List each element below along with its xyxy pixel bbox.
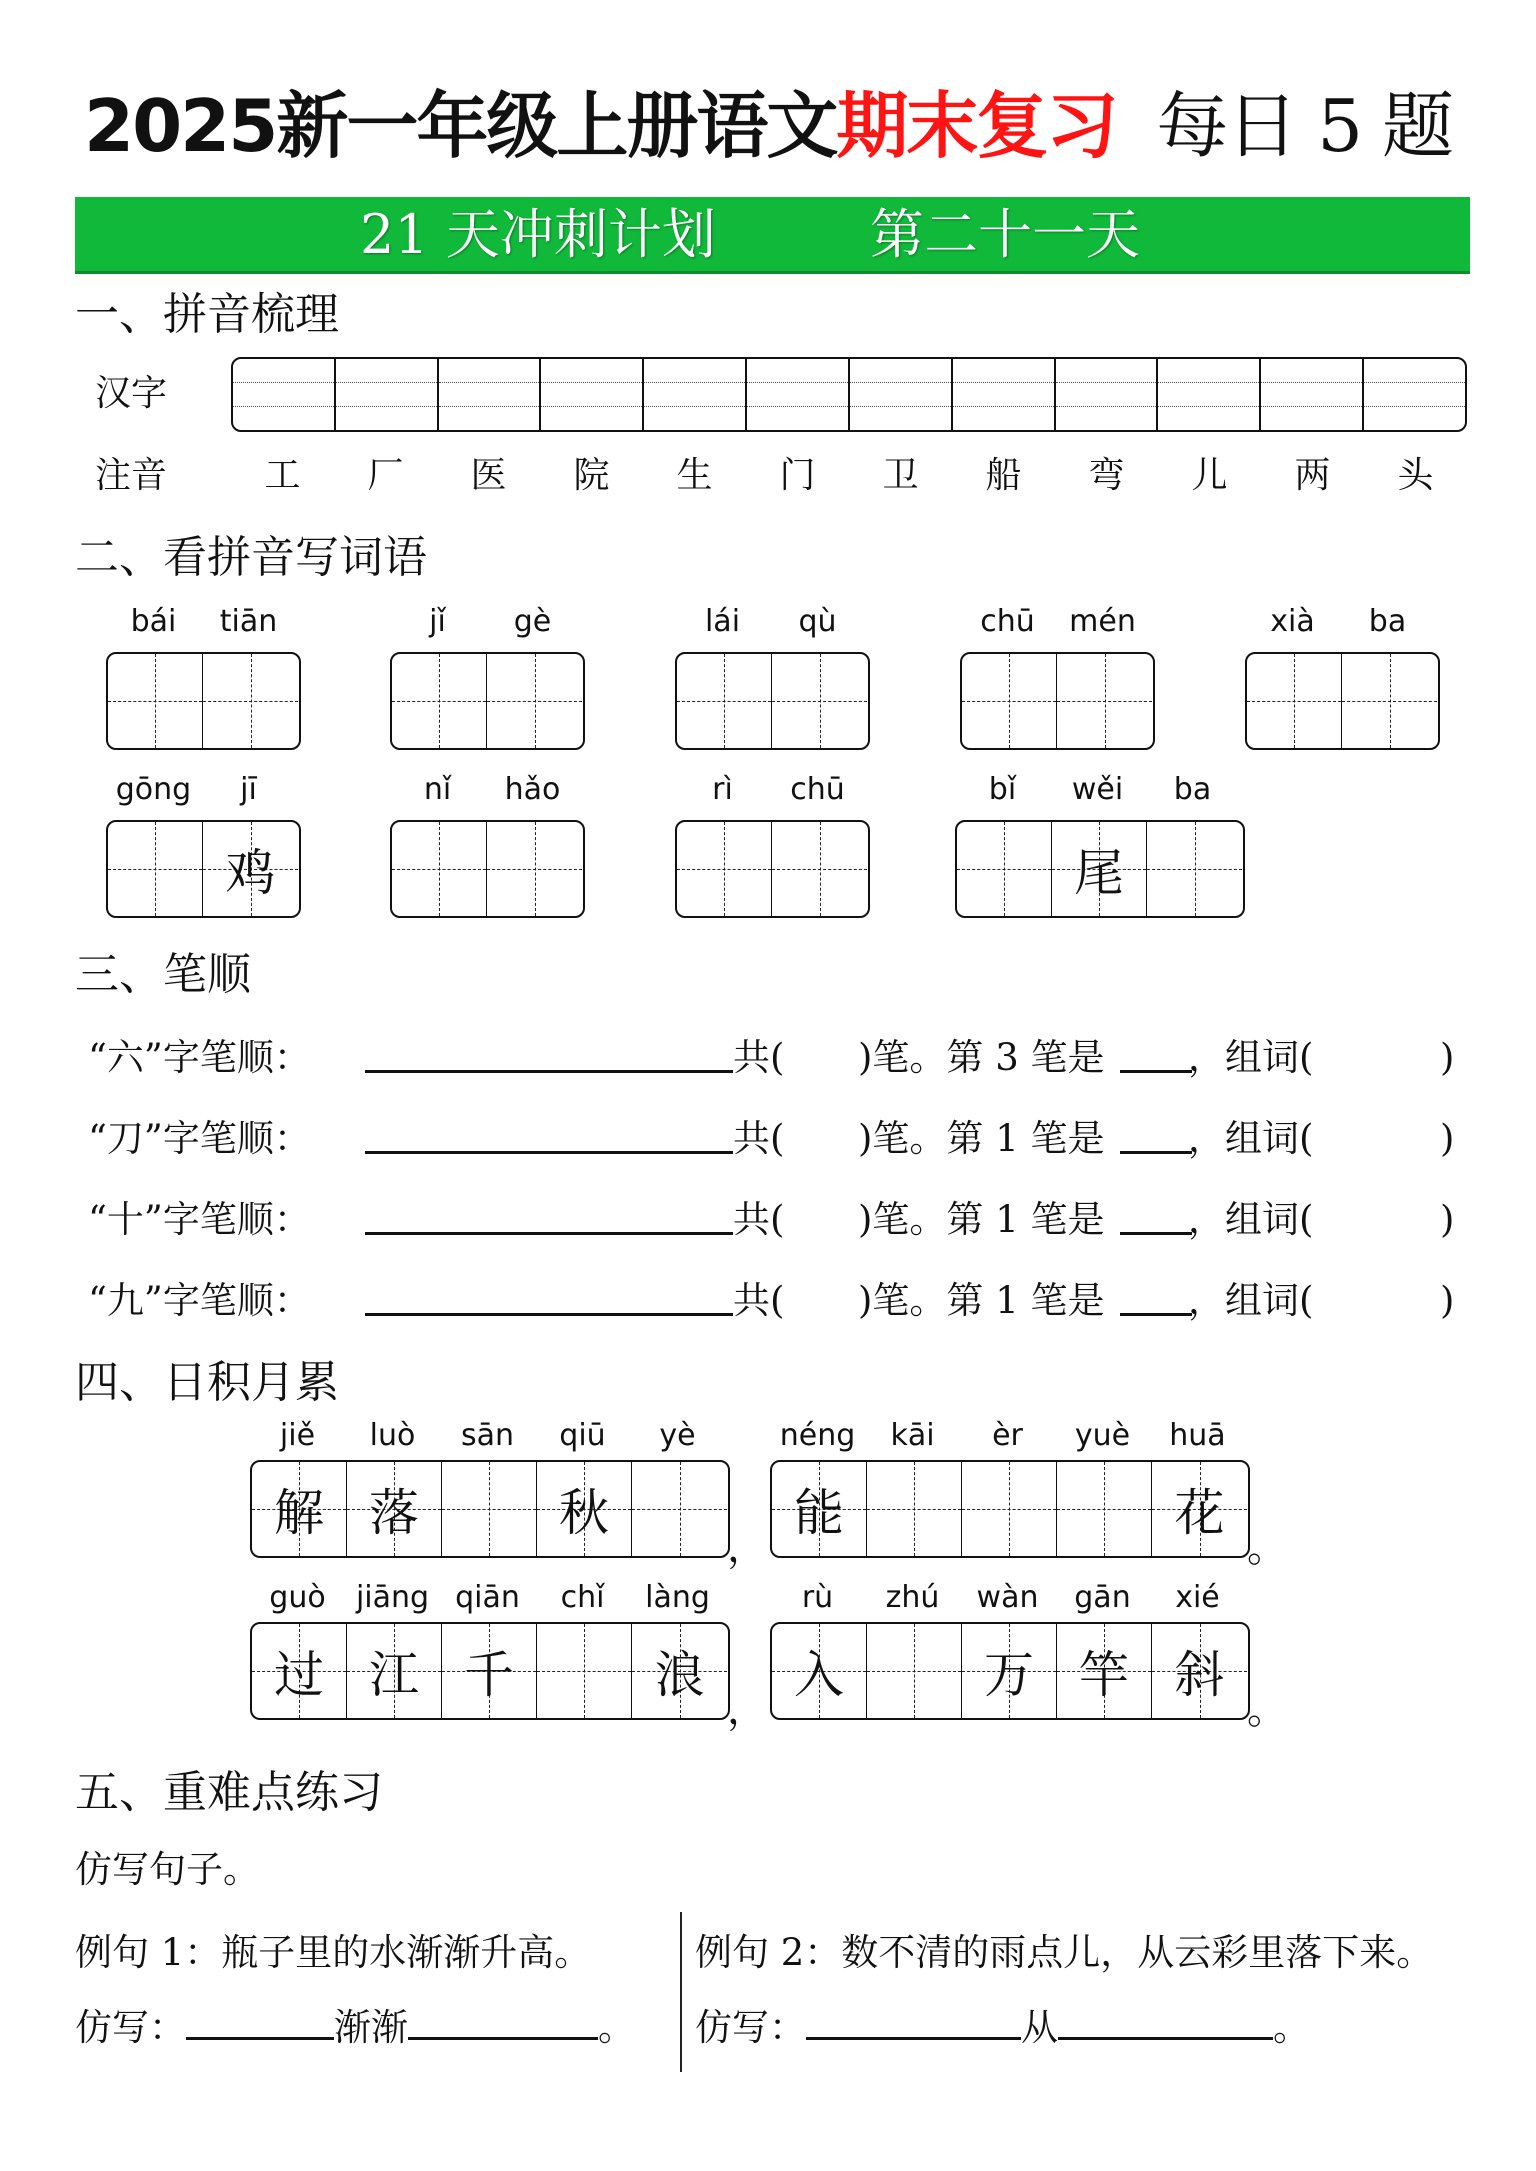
- pinyin-cell[interactable]: [233, 359, 336, 430]
- pinyin-syllable: guò: [269, 1580, 326, 1615]
- pinyin-syllable: nǐ: [423, 772, 452, 807]
- pinyin-syllable: wěi: [1071, 772, 1124, 807]
- pinyin-label-row: [106, 604, 296, 640]
- imitate-label-2: 仿写：: [695, 2006, 806, 2049]
- pinyin-syllable: jiě: [279, 1418, 316, 1453]
- tianzige-cell[interactable]: [632, 1624, 727, 1718]
- tianzige-cell[interactable]: [537, 1462, 632, 1556]
- pinyin-cell[interactable]: [439, 359, 542, 430]
- tianzige-cell[interactable]: [347, 1624, 442, 1718]
- tianzige-cell[interactable]: [772, 822, 867, 916]
- pinyin-syllable: rù: [801, 1580, 834, 1615]
- character: 两: [1294, 455, 1331, 496]
- character: 门: [779, 455, 816, 496]
- worksheet-title: [0, 78, 1536, 174]
- character: 儿: [1191, 455, 1228, 496]
- banner-day: 第二十一天: [870, 203, 1140, 266]
- character: 医: [470, 455, 507, 496]
- section1-title: 一、拼音梳理: [75, 289, 339, 340]
- pinyin-cell[interactable]: [1056, 359, 1159, 430]
- tianzige-cell[interactable]: [1152, 1624, 1247, 1718]
- tianzige-box: [675, 652, 870, 750]
- character: 厂: [367, 455, 404, 496]
- comma: ，: [727, 1525, 767, 1571]
- given-character: 万: [984, 1646, 1034, 1704]
- given-character: 解: [274, 1484, 324, 1542]
- pinyin-writing-grid[interactable]: [231, 357, 1467, 432]
- tianzige-box: [960, 652, 1155, 750]
- pinyin-syllable: lái: [704, 604, 741, 639]
- section4-title: 四、日积月累: [75, 1357, 339, 1408]
- stroke-order-blank[interactable]: [365, 1232, 733, 1235]
- keyword-1: 渐渐: [334, 2006, 408, 2049]
- pinyin-syllable: wàn: [976, 1580, 1039, 1615]
- pinyin-label-row: [675, 772, 865, 808]
- pinyin-syllable: chū: [790, 772, 845, 807]
- pinyin-cell[interactable]: [1364, 359, 1465, 430]
- pinyin-syllable: huā: [1169, 1418, 1226, 1453]
- character: 生: [676, 455, 713, 496]
- given-character: 浪: [654, 1646, 705, 1704]
- pinyin-syllable: tiān: [219, 604, 278, 639]
- tianzige-cell[interactable]: [677, 822, 772, 916]
- pinyin-syllable: rì: [712, 772, 733, 807]
- stroke-order-row: [88, 1192, 1488, 1248]
- character: 头: [1397, 455, 1434, 496]
- stroke-count-close: )笔。第 1 笔是: [858, 1279, 1105, 1322]
- zhuyin-label: 注音: [95, 455, 168, 496]
- tianzige-cell[interactable]: [537, 1624, 632, 1718]
- tianzige-cell[interactable]: [487, 654, 582, 748]
- stroke-order-row: [88, 1273, 1488, 1329]
- tianzige-cell[interactable]: [632, 1462, 727, 1556]
- tianzige-cell[interactable]: [1052, 822, 1147, 916]
- tianzige-cell[interactable]: [347, 1462, 442, 1556]
- tianzige-cell[interactable]: [867, 1624, 962, 1718]
- pinyin-syllable: chǐ: [560, 1580, 605, 1615]
- tianzige-cell[interactable]: [1057, 1462, 1152, 1556]
- tianzige-cell[interactable]: [252, 1462, 347, 1556]
- tianzige-cell[interactable]: [1147, 822, 1242, 916]
- tianzige-cell[interactable]: [487, 822, 582, 916]
- character: 卫: [882, 455, 919, 496]
- pinyin-syllable: ba: [1173, 772, 1212, 807]
- tianzige-cell[interactable]: [392, 822, 487, 916]
- pinyin-syllable: yuè: [1074, 1418, 1131, 1453]
- pinyin-syllable: gān: [1074, 1580, 1131, 1615]
- pinyin-label-row: [250, 1580, 725, 1616]
- pinyin-syllable: kāi: [890, 1418, 935, 1453]
- character: 船: [985, 455, 1022, 496]
- answer-blank[interactable]: [1058, 2000, 1273, 2040]
- tianzige-box: [106, 652, 301, 750]
- tianzige-cell[interactable]: [772, 654, 867, 748]
- pinyin-label-row: [1245, 604, 1435, 640]
- tianzige-box: [675, 820, 870, 918]
- word-close: ): [1440, 1117, 1455, 1160]
- tianzige-cell[interactable]: [677, 654, 772, 748]
- stroke-total-open: 共(: [733, 1279, 785, 1322]
- tianzige-cell[interactable]: [962, 1624, 1057, 1718]
- pinyin-syllable: qiān: [455, 1580, 520, 1615]
- pinyin-syllable: qù: [798, 604, 837, 639]
- given-character: 江: [369, 1646, 419, 1704]
- given-character: 尾: [1074, 844, 1124, 902]
- answer-blank[interactable]: [806, 2000, 1021, 2040]
- pinyin-syllable: jiāng: [355, 1580, 430, 1615]
- pinyin-label-row: [390, 604, 580, 640]
- word-open: ，组词(: [1188, 1117, 1314, 1160]
- pinyin-cell[interactable]: [541, 359, 644, 430]
- day-banner: [75, 197, 1470, 274]
- tianzige-cell[interactable]: [957, 822, 1052, 916]
- title-highlight: 期末复习: [836, 84, 1117, 168]
- pinyin-syllable: mén: [1069, 604, 1136, 639]
- tianzige-box: [770, 1622, 1250, 1720]
- pinyin-syllable: gōng: [115, 772, 192, 807]
- section2-title: 二、看拼音写词语: [75, 532, 427, 583]
- pinyin-cell[interactable]: [644, 359, 747, 430]
- tianzige-cell[interactable]: [772, 1462, 867, 1556]
- pinyin-syllable: bǐ: [988, 772, 1017, 807]
- stroke-order-row: [88, 1030, 1488, 1086]
- stroke-count-close: )笔。第 1 笔是: [858, 1198, 1105, 1241]
- period: 。: [1247, 1687, 1287, 1733]
- tianzige-box: [390, 652, 585, 750]
- stroke-label: “六”字笔顺：: [88, 1036, 311, 1079]
- pinyin-syllable: jǐ: [429, 604, 446, 639]
- stroke-label: “刀”字笔顺：: [88, 1117, 311, 1160]
- tianzige-cell[interactable]: [392, 654, 487, 748]
- word-close: ): [1440, 1036, 1455, 1079]
- tianzige-cell[interactable]: [203, 822, 298, 916]
- imitate-label-1: 仿写：: [75, 2006, 186, 2049]
- tianzige-cell[interactable]: [108, 822, 203, 916]
- pinyin-syllable: hǎo: [504, 772, 561, 807]
- stroke-total-open: 共(: [733, 1036, 785, 1079]
- character: 院: [573, 455, 610, 496]
- pinyin-syllable: xià: [1270, 604, 1315, 639]
- stroke-label: “十”字笔顺：: [88, 1198, 311, 1241]
- given-character: 鸡: [225, 844, 276, 902]
- title-main: 2025新一年级上册语文: [83, 84, 837, 168]
- pinyin-syllable: ba: [1368, 604, 1407, 639]
- imitate-line-2: [695, 2000, 1310, 2056]
- tianzige-box: [1245, 652, 1440, 750]
- tianzige-cell[interactable]: [1342, 654, 1437, 748]
- imitate-line-1: [75, 2000, 635, 2056]
- tianzige-cell[interactable]: [962, 654, 1057, 748]
- given-character: 过: [274, 1646, 324, 1704]
- pinyin-syllable: sān: [460, 1418, 515, 1453]
- pinyin-syllable: làng: [645, 1580, 710, 1615]
- tianzige-box: [390, 820, 585, 918]
- title-daily: 每日 5 题: [1156, 84, 1452, 168]
- tianzige-cell[interactable]: [108, 654, 203, 748]
- stroke-nth-blank[interactable]: [1120, 1232, 1192, 1235]
- stroke-count-close: )笔。第 1 笔是: [858, 1117, 1105, 1160]
- period: 。: [1247, 1525, 1287, 1571]
- stroke-total-open: 共(: [733, 1117, 785, 1160]
- keyword-2: 从: [1021, 2006, 1058, 2049]
- pinyin-cell[interactable]: [850, 359, 953, 430]
- pinyin-syllable: gè: [513, 604, 552, 639]
- pinyin-label-row: [770, 1418, 1245, 1454]
- pinyin-label-row: [390, 772, 580, 808]
- tianzige-box: [106, 820, 301, 918]
- character: 工: [264, 455, 301, 496]
- pinyin-syllable: néng: [779, 1418, 856, 1453]
- comma: ，: [727, 1687, 767, 1733]
- given-character: 能: [794, 1484, 844, 1542]
- pinyin-label-row: [106, 772, 296, 808]
- pinyin-cell[interactable]: [1261, 359, 1364, 430]
- word-close: ): [1440, 1279, 1455, 1322]
- tianzige-box: [770, 1460, 1250, 1558]
- given-character: 落: [369, 1484, 419, 1542]
- character: 弯: [1088, 455, 1125, 496]
- banner-plan: 21 天冲刺计划: [360, 203, 716, 266]
- example-sentence-1: 例句 1：瓶子里的水渐渐升高。: [75, 1931, 592, 1974]
- pinyin-label-row: [960, 604, 1150, 640]
- pinyin-syllable: èr: [992, 1418, 1023, 1453]
- end-punct-1: 。: [598, 2006, 635, 2049]
- pinyin-cell[interactable]: [336, 359, 439, 430]
- hanzi-label: 汉字: [95, 373, 168, 414]
- tianzige-cell[interactable]: [203, 654, 298, 748]
- tianzige-cell[interactable]: [442, 1462, 537, 1556]
- tianzige-box: [250, 1622, 730, 1720]
- given-character: 千: [464, 1646, 514, 1704]
- given-character: 秋: [559, 1484, 609, 1542]
- stroke-order-blank[interactable]: [365, 1313, 733, 1316]
- stroke-total-open: 共(: [733, 1198, 785, 1241]
- tianzige-box: [250, 1460, 730, 1558]
- stroke-nth-blank[interactable]: [1120, 1151, 1192, 1154]
- pinyin-label-row: [675, 604, 865, 640]
- stroke-order-blank[interactable]: [365, 1151, 733, 1154]
- given-character: 入: [794, 1646, 844, 1704]
- section3-title: 三、笔顺: [75, 949, 251, 1000]
- character-row: [231, 452, 1467, 500]
- tianzige-cell[interactable]: [252, 1624, 347, 1718]
- answer-blank[interactable]: [408, 2000, 598, 2040]
- given-character: 竿: [1079, 1646, 1129, 1704]
- given-character: 斜: [1174, 1646, 1225, 1704]
- stroke-count-close: )笔。第 3 笔是: [858, 1036, 1105, 1079]
- column-divider: [680, 1912, 682, 2072]
- example-sentence-2: 例句 2：数不清的雨点儿，从云彩里落下来。: [695, 1931, 1434, 1974]
- stroke-order-blank[interactable]: [365, 1070, 733, 1073]
- stroke-nth-blank[interactable]: [1120, 1313, 1192, 1316]
- pinyin-cell[interactable]: [747, 359, 850, 430]
- pinyin-syllable: luò: [369, 1418, 416, 1453]
- end-punct-2: 。: [1273, 2006, 1310, 2049]
- tianzige-cell[interactable]: [1057, 654, 1152, 748]
- tianzige-cell[interactable]: [772, 1624, 867, 1718]
- pinyin-label-row: [250, 1418, 725, 1454]
- tianzige-cell[interactable]: [1057, 1624, 1152, 1718]
- imitate-instruction: 仿写句子。: [75, 1848, 260, 1891]
- tianzige-box: [955, 820, 1245, 918]
- tianzige-cell[interactable]: [1152, 1462, 1247, 1556]
- word-close: ): [1440, 1198, 1455, 1241]
- pinyin-syllable: xié: [1175, 1580, 1220, 1615]
- pinyin-syllable: yè: [659, 1418, 696, 1453]
- answer-blank[interactable]: [186, 2000, 334, 2040]
- pinyin-label-row: [955, 772, 1240, 808]
- pinyin-cell[interactable]: [953, 359, 1056, 430]
- stroke-label: “九”字笔顺：: [88, 1279, 311, 1322]
- pinyin-syllable: qiū: [559, 1418, 606, 1453]
- tianzige-cell[interactable]: [962, 1462, 1057, 1556]
- word-open: ，组词(: [1188, 1198, 1314, 1241]
- pinyin-syllable: zhú: [885, 1580, 940, 1615]
- tianzige-cell[interactable]: [1247, 654, 1342, 748]
- pinyin-syllable: jī: [240, 772, 257, 807]
- stroke-nth-blank[interactable]: [1120, 1070, 1192, 1073]
- word-open: ，组词(: [1188, 1279, 1314, 1322]
- word-open: ，组词(: [1188, 1036, 1314, 1079]
- tianzige-cell[interactable]: [442, 1624, 537, 1718]
- tianzige-cell[interactable]: [867, 1462, 962, 1556]
- given-character: 花: [1174, 1484, 1225, 1542]
- pinyin-label-row: [770, 1580, 1245, 1616]
- pinyin-syllable: bái: [130, 604, 177, 639]
- pinyin-cell[interactable]: [1158, 359, 1261, 430]
- section5-title: 五、重难点练习: [75, 1767, 383, 1818]
- pinyin-syllable: chū: [980, 604, 1035, 639]
- stroke-order-row: [88, 1111, 1488, 1167]
